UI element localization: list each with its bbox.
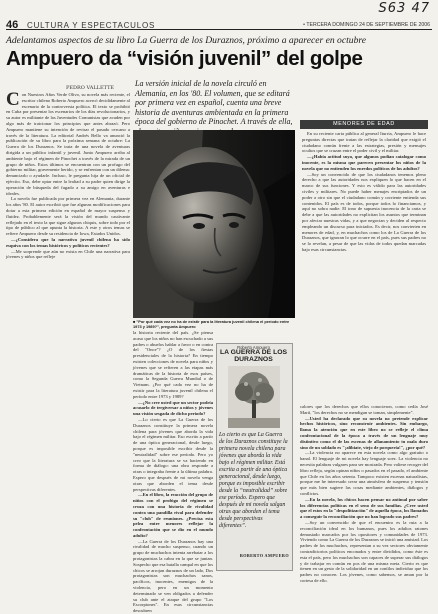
paragraph: calores que los derechos que ellos conocieron, como cedía José Martí, "los derechos no se mendigan se toman, simplemente".: [300, 404, 428, 415]
paragraph: on Nuestros Años Verde Olivo, su novela más reciente, el escritor chileno Roberto Ampuero acercó decididamente al escenario de la controversia política. El texto se prohibió en Cuba por presentar los escenarios de los días revolucionarios, y su autor es militante de las Juventudes Comunistas que acuden por algo más de traicionar los principios que antes abrazó. Pero Ampuero mantiene su intención de revisar el pasado cercano a través de la literatura. La editorial Andrés Bello va anunció la publicación de su libro para la próxima semana de octubre: La Guerra de los Duraznos. Se trata de una novela de aventuras dirigida a un público infantil y juvenil. Junto Ampuero arriba al ambiente bajo el régimen de Pinochet a través de la mirada de un grupo de niños. Estos últimos se encuentran con un profugo del gobierno militar, gravemente herido, y se enfrentan con un dilema: denunciarlo o ayudarle. Incluso, le pregunta hija de un oficial de ejército. Eso, debe optar entre la lealtad a su padre quien dirige la operación de búsqueda del fugado a su amigo en aventuras e ideales.: [6, 92, 130, 196]
paragraph: —Lo cierto es que La Guerra de los Duraznos constituye la primera novela chilena para jóvenes que aborda la vida bajo el régimen militar. Eso escrito a partir de una óptica generacional, desde luego, porque es imposible escribir desde la "neutralidad" sobre ese período. Pero yo creo que la literatura se va haciendo en forma de diálogo: una obra responde a otras o integraba frente a la última palabra. Espero que después de mi novela venga otras que aborden el tema desde perspectivas diferentes.: [133, 416, 213, 492]
article-column-3: [300, 404, 428, 584]
paragraph: La novela fue publicada por primera vez en Alemania, durante los años '80. El autor escribió que fue algunas modificaciones para dotar a esta primera edición en español de mayor suspenso y fluidez. Probablemente será la visión del mundo cautivante reflejado en el texto la que sigue algunos chiquis, sobre todo por el tipo de público al que apunta la historia. A este y otros temas se refiere Ampuero desde su residencia de Iowa, Estados Unidos.: [6, 196, 130, 237]
headline: Ampuero da “visión juvenil” del golpe: [6, 47, 363, 70]
page-number: 46: [6, 19, 19, 31]
question: —En la novela, los chícos hacen pensar no antimal por saber los diferencias políticas en el seno de sus familias. ¿Cree usted que el estos en la "despolitización" de aquella época, los llamados a conseguir la reconciliación que no han logrado sus padres?: [300, 496, 428, 520]
header-rule: [6, 29, 432, 30]
author-photo: [133, 130, 295, 318]
book-illustration: [228, 366, 280, 428]
paragraph: la historia reciente del país. ¿Se piensa acaso que los niños no han escuchado a sus padres o abuelos hablar a favor o en contra del "Once"? ¿O de los fiestas presidenciales de la historia? En tiempo existen colecciones de novela para niños y jóvenes que se refieren a las etapas más dramáticas de la historia de esos países, como la Segunda Guerra Mundial o de Vietnam. ¿Por qué cada vez no ha de existir para la literatura juvenil chilena el período entre 1973 y 1989?: [133, 330, 213, 399]
sidebar-paragraph: —Soy un convencido de que los ciudadanos tenemos pleno derecho a que las autoridades nos expliquen lo que hacen en el marco de sus funciones. Y esto es válido para las autoridades civiles y militares. No puede haber menajes encriptados de un poder a otro sin que el ciudadano común y corriente entienda sus contenidos. El país es de todos, porque todos lo financiamos, y aquí no sobra nadie. El tono de supuesta inocencia de la carta se debe a que las autoridades no explicitan los asuntos que terminan por afectar nuestras vidas, y a que negocian y deciden al respecto empleando un discurso para iniciados. Es decir, nos convierten en menores de edad, y, en muchachos como los de La Guerra de los Duraznos, que ignoran lo que ocurre en el país, pues sus padres no se lo revelan, a pesar de que las vidas de todos quedan marcadas bajo esas circunstancias.: [302, 171, 426, 252]
dropcap: C: [6, 89, 20, 110]
question: —¿No cree usted que un sector podría acusarlo de tergiversar a niños y jóvenes una visión sesgada de dicho período?: [133, 399, 213, 417]
question: —¿Considera que la narrativa juvenil chilena ha sido esquiva con los temas históricos y políticos recientes?: [6, 236, 130, 248]
dateline: • TERCERA DOMINGO 24 DE SEPTIEMBRE DE 2006: [303, 22, 430, 28]
question: —En el libro, la reacción del grupo de niños con el profúgo del régimen se cruza con una historia de rivalidad contra una pandilla rival para defender su "club" de reuniones. ¿Precisa esta pelea entre menores reflejar la confrontación que se dio en el mundo adulto?: [133, 492, 213, 538]
byline: PEDRO VALLETTE: [66, 85, 115, 91]
book-author: Roberto Ampuero: [237, 345, 270, 350]
paragraph: —La violencia no aparece en esta novela como algo gratuito o banal. El lenguaje de mi novela hay lenguaje soez. La violencia no necesita palabras vulgares para ser mostrada. Pero valiese recoger del libro refleja, según opinan niños o pasados en el pasado, el ambiente que Chile en los años setenta. Tampoco existen escenas naturalistas, porque me he interesado crear una atmósfera de suspenso y tensión que más bien sugiere las cosas mediante ambientes, diálogos y conflictos.: [300, 450, 428, 496]
deck: La versión inicial de la novela circuló en Alemania, en los '80. El volumen, que se editará por primera vez en español, cuenta una breve historia de aventuras ambientada en la primera época del gobierno de Pinochet. A través de ella,: [135, 79, 293, 127]
section-title: CULTURA Y ESPECTACULOS: [27, 21, 156, 30]
sidebar-question: —¿Había actitud suya, que algunos podían catalogar como inocente, es la misma que parecen presentar los niños de la novela que no entienden los enredos políticos de los adultos?: [302, 154, 426, 171]
article-column-2: [133, 330, 213, 614]
pull-quote: Lo cierto es que La Guerra de los Duraznos constituye la primera novela chilena para jóvenes que aborda la vida bajo el régimen militar. Está escrita a partir de una óptica generacional, desde luego, porque es imposible escribir desde la “neutralidad” sobre ese período. Espero que después de mi novela salgan otras que aborden el tema desde perspectivas diferentes”.: [219, 432, 288, 529]
sidebar-title: MENORES DE EDAD: [300, 120, 428, 129]
question: —Usted ha declarado que su novela no pretende explicar hechos históricos, sino reconstruir ambientes. Sin embargo, llama la atención que en este libro no se refleje el clima confrontacional de la época a través de un lenguaje muy distintivo como el de las escenas de allanamiento tu mala duro sino de un soldado es "¡alíbiate, viejo de porquería!", ¿por qué?: [300, 415, 428, 450]
portrait-image: [133, 130, 295, 318]
photo-caption: ■ "Por qué cada vez no ha de existir para la literatura juvenil chilena el período entre 1973 y 1989?", pregunta Ampuero: [133, 319, 290, 329]
paragraph: —Me sorprende que aún no exista en Chile una narrativa para jóvenes y niños que refleje: [6, 248, 130, 260]
pull-quote-author: ROBERTO AMPUERO: [239, 553, 289, 558]
paragraph: —La Guerra de los Duraznos hay una rivalidad de mucho suspenso, cuando un grupo de muchachos intenta arrebatar a los protagonistas la cabra en la que se juntan. Sospecho que esa batalla campal en que los chicos se arrojan duraznos de un lado, Dos protagonistas son muchachos sanos, pacíficos, inocentes, enemigos de la violencia, pero en un momento determinado se ven obligados a defender su club ante el ataque del grupo "Los Escorpiones". En esas circunstancias descubren: [133, 538, 213, 614]
sidebar-paragraph: En su reciente carta pública al general Iturria, Ampuero le hace preguntas directas que tratan de reflejar la claridad que exigió el ciudadano común frente a las estrategias, presión y mensajes ocultos que se cruzan entre el poder civil y el militar.: [302, 131, 426, 154]
handwritten-note: S63 47: [378, 1, 430, 16]
article-column-1: [6, 89, 130, 260]
kicker: Adelantamos aspectos de su libro La Guerra de los Duraznos, próximo a aparecer en octubre: [6, 35, 366, 46]
paragraph: —Soy un convencido de que el encuentro es la ruta a la reconciliación ideal en los humanos, pues los adultos ratones demasiado marcados por los opositores y comunidades de 1973. Viviendo como La Guerra de los Duraznos se inició una amistad. Los padres de los muchachos, representan a su vez sectores obviamente contradictorios políticos enconados y entre divididos, como éste es esta el país, pero los muchachos son capaces de superar sus diálogos y de trabajar en común en pos de una misma meta. Cierto es que tienen en un gesto de la solidaridad en un coníilos individuo que los padres no conocen. Los jóvenes, como sabemos, se aman por la cortesa de ello.: [300, 519, 428, 583]
book-title: LA GUERRA DE LOS DURAZNOS: [219, 349, 288, 363]
tree-illustration: [228, 366, 280, 428]
sidebar-text: [302, 131, 426, 253]
